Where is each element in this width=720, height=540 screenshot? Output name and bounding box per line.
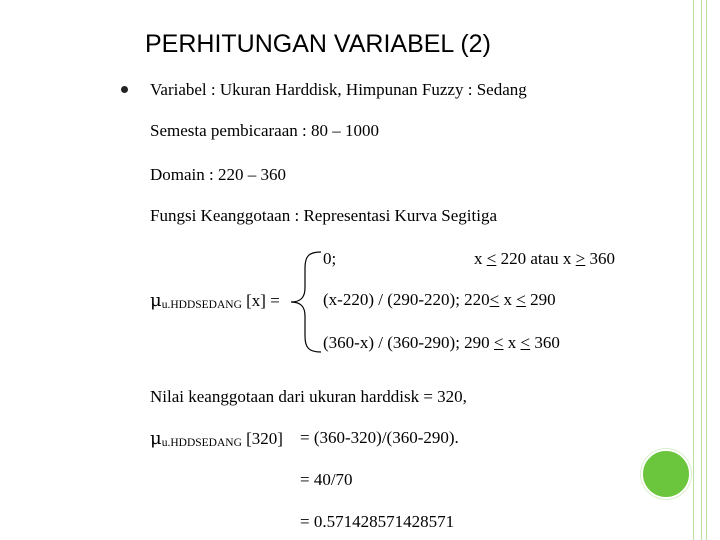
case-1-cond-part: 360 [585,249,616,268]
le-symbol: < [516,290,526,309]
right-border-line [701,0,702,540]
case-2-value: (x-220) / (290-220); 220 [323,290,490,309]
fungsi-line: Fungsi Keanggotaan : Representasi Kurva Segitiga [150,206,498,225]
case-2-part: x [499,290,517,309]
slide-title: PERHITUNGAN VARIABEL (2) [145,30,491,58]
case-3-value: (360-x) / (360-290); 290 [323,333,494,352]
curly-brace-icon [289,250,323,354]
variabel-line: Variabel : Ukuran Harddisk, Himpunan Fuzzy : Sedang [150,80,527,99]
calculation-argument: [320] [241,429,283,448]
right-border-line [706,0,707,540]
case-1-condition [474,249,615,269]
case-2-part: 290 [525,290,556,309]
semesta-line: Semesta pembicaraan : 80 – 1000 [150,121,379,140]
le-symbol: < [489,290,500,309]
green-circle-decoration [641,449,691,499]
calculation-label [150,428,283,449]
case-3-part: 360 [530,333,560,352]
calculation-step-2: = 40/70 [300,470,353,489]
case-3-part: x [503,333,521,352]
mu-subscript: u.HDDSEDANG [161,299,242,311]
calculation-step-1: = (360-320)/(360-290). [300,428,459,447]
le-symbol: < [486,249,497,268]
ge-symbol: > [575,249,586,268]
membership-function-label [150,290,280,311]
right-border-line [693,0,694,540]
case-2-line [323,290,556,310]
calculation-step-3: = 0.571428571428571 [300,512,455,531]
le-symbol: < [520,333,531,352]
case-1-cond-part: x [474,249,487,268]
case-1-cond-part: 220 atau x [496,249,576,268]
case-1-value: 0; [323,249,337,268]
le-symbol: < [493,333,504,352]
mu-subscript: u.HDDSEDANG [161,437,242,449]
nilai-line: Nilai keanggotaan dari ukuran harddisk = 320, [150,387,467,406]
mu-symbol: μ [150,290,162,311]
domain-line: Domain : 220 – 360 [150,165,286,184]
case-3-line [323,333,560,353]
mu-symbol: μ [150,428,162,449]
bullet-dot-icon [121,86,128,93]
function-argument: [x] = [241,291,280,310]
